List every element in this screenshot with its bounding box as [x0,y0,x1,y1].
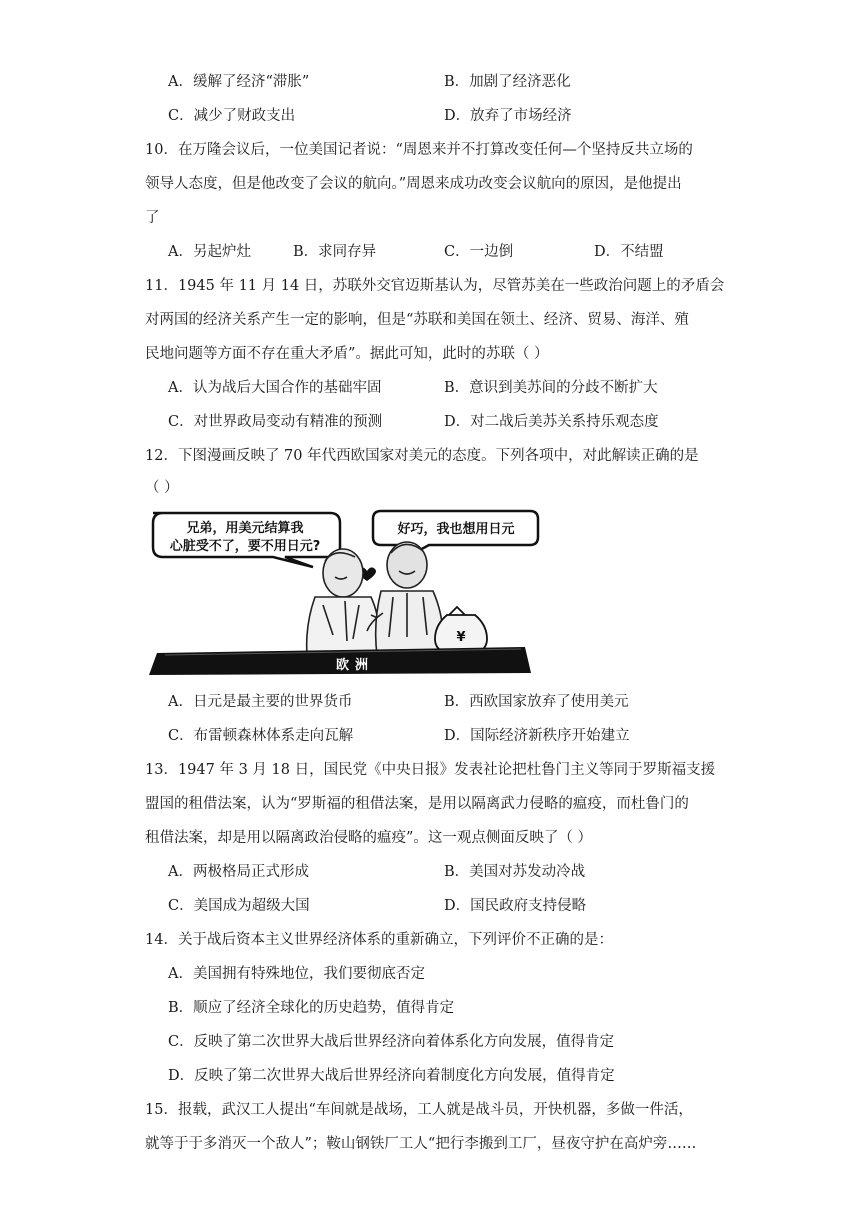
q11-stem-line3: 民地问题等方面不存在重大矛盾”。据此可知，此时的苏联（ ） [145,346,549,362]
q11-option-a: A．认为战后大国合作的基础牢固 [168,380,382,396]
q13-option-a: A．两极格局正式形成 [168,864,309,880]
q13-stem-line2: 盟国的租借法案，认为“罗斯福的租借法案，是用以隔离武力侵略的瘟疫，而杜鲁门的 [145,796,689,812]
q9-option-c: C．减少了财政支出 [168,108,296,124]
q10-option-b: B．求同存异 [293,244,377,260]
q15-stem-line1: 15．报载，武汉工人提出“车间就是战场，工人就是战斗员，开快机器，多做一件活， [145,1102,693,1118]
q10-option-a: A．另起炉灶 [168,244,251,260]
left-bubble-text-line2: 心脏受不了，要不用日元? [169,539,321,554]
q11-option-b: B．意识到美苏间的分歧不断扩大 [444,380,658,396]
q11-option-d: D．对二战后美苏关系持乐观态度 [444,414,659,430]
q10-stem-line1: 10．在万隆会议后，一位美国记者说：“周恩来并不打算改变任何—个坚持反共立场的 [145,142,693,158]
q15-stem-line2: 就等于于多消灭一个敌人”；鞍山钢铁厂工人“把行李搬到工厂，昼夜守护在高炉旁…… [145,1136,697,1152]
q12-option-c: C．布雷顿森林体系走向瓦解 [168,728,354,744]
q11-option-c: C．对世界政局变动有精准的预测 [168,414,383,430]
yen-symbol: ¥ [456,630,466,645]
q12-option-d: D．国际经济新秩序开始建立 [444,728,630,744]
q9-option-b: B．加剧了经济恶化 [444,74,571,90]
q11-stem-line2: 对两国的经济关系产生一定的影响，但是“苏联和美国在领土、经济、贸易、海洋、殖 [145,312,689,328]
europe-dollar-cartoon [145,505,540,680]
table-label: 欧洲 [335,658,375,673]
q12-stem-line2: （ ） [145,480,179,496]
right-figure [367,542,443,655]
q12-option-b: B．西欧国家放弃了使用美元 [444,694,629,710]
q14-option-a: A．美国拥有特殊地位，我们要彻底否定 [168,966,425,982]
q14-stem-line1: 14．关于战后资本主义世界经济体系的重新确立，下列评价不正确的是： [145,932,613,948]
q10-option-c: C．一边倒 [444,244,514,260]
q14-option-d: D．反映了第二次世界大战后世界经济向着制度化方向发展，值得肯定 [168,1068,615,1084]
q10-option-d: D．不结盟 [594,244,664,260]
left-bubble-text-line1: 兄弟，用美元结算我 [186,521,304,536]
q13-option-c: C．美国成为超级大国 [168,898,310,914]
q14-option-c: C．反映了第二次世界大战后世界经济向着体系化方向发展，值得肯定 [168,1034,615,1050]
q9-option-d: D．放弃了市场经济 [444,108,572,124]
q9-option-a: A．缓解了经济“滞胀” [168,74,310,90]
q12-option-a: A．日元是最主要的世界货币 [168,694,353,710]
q11-stem-line1: 11．1945 年 11 月 14 日，苏联外交官迈斯基认为，尽管苏美在一些政治问题上的矛盾会 [145,278,725,294]
q10-stem-line3: 了 [145,210,160,226]
q14-option-b: B．顺应了经济全球化的历史趋势，值得肯定 [168,1000,455,1016]
q13-option-d: D．国民政府支持侵略 [444,898,587,914]
right-bubble-text: 好巧，我也想用日元 [397,522,515,537]
q12-stem-line1: 12．下图漫画反映了 70 年代西欧国家对美元的态度。下列各项中，对此解读正确的是 [145,448,699,464]
q13-stem-line1: 13．1947 年 3 月 18 日，国民党《中央日报》发表社论把杜鲁门主义等同于罗斯福支援 [145,762,716,778]
q13-option-b: B．美国对苏发动冷战 [444,864,586,880]
q10-stem-line2: 领导人态度，但是他改变了会议的航向。”周恩来成功改变会议航向的原因，是他提出 [145,176,682,192]
q13-stem-line3: 租借法案，却是用以隔离政治侵略的瘟疫”。这一观点侧面反映了（ ） [145,830,593,846]
cartoon-drawing [145,505,540,680]
